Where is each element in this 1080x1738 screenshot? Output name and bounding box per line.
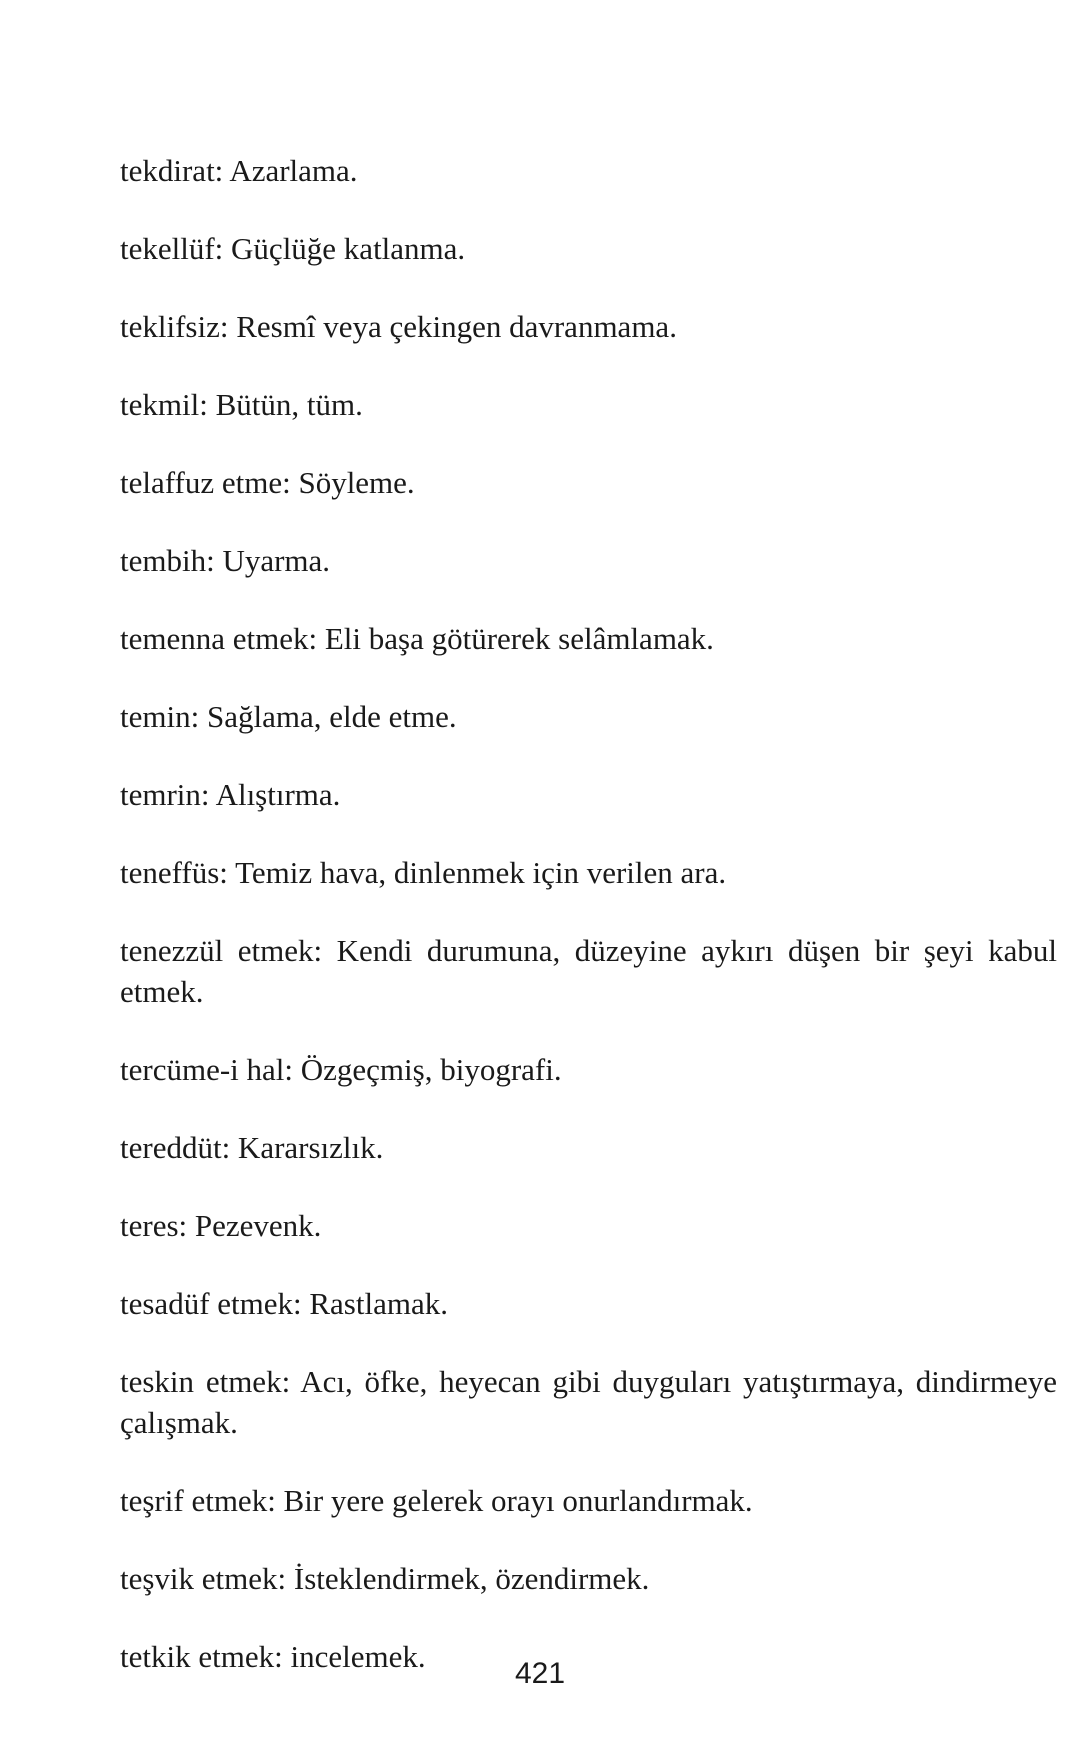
page-number: 421	[514, 1657, 566, 1690]
glossary-entry: telaffuz etme: Söyleme.	[120, 465, 415, 500]
glossary-entry: teneffüs: Temiz hava, dinlenmek için verilen ara.	[120, 855, 727, 890]
glossary-entry: teşvik etmek: İsteklendirmek, özendirmek.	[120, 1561, 650, 1596]
glossary-entry: teşrif etmek: Bir yere gelerek orayı onurlandırmak.	[120, 1483, 753, 1518]
glossary-entry: tercüme-i hal: Özgeçmiş, biyografi.	[120, 1052, 562, 1087]
glossary-entry: teskin etmek: Acı, öfke, heyecan gibi duyguları yatıştırmaya, dindirmeye çalışmak.	[120, 1364, 1057, 1440]
glossary-entry: tembih: Uyarma.	[120, 543, 331, 578]
glossary-entry: tenezzül etmek: Kendi durumuna, düzeyine aykırı düşen bir şeyi kabul etmek.	[120, 933, 1057, 1009]
glossary-entry: tesadüf etmek: Rastlamak.	[120, 1286, 448, 1321]
glossary-entry: tekellüf: Güçlüğe katlanma.	[120, 231, 466, 266]
glossary-entry: temin: Sağlama, elde etme.	[120, 699, 457, 734]
glossary-entry: temenna etmek: Eli başa götürerek selâmlamak.	[120, 621, 714, 656]
glossary-entry: tekdirat: Azarlama.	[120, 153, 358, 188]
glossary-entry: teklifsiz: Resmî veya çekingen davranmama.	[120, 309, 677, 344]
glossary-entry: tereddüt: Kararsızlık.	[120, 1130, 384, 1165]
glossary-list	[120, 150, 1057, 1714]
glossary-entry: tetkik etmek: incelemek.	[120, 1639, 426, 1674]
glossary-entry: teres: Pezevenk.	[120, 1208, 322, 1243]
glossary-entry: temrin: Alıştırma.	[120, 777, 341, 812]
glossary-entry: tekmil: Bütün, tüm.	[120, 387, 363, 422]
